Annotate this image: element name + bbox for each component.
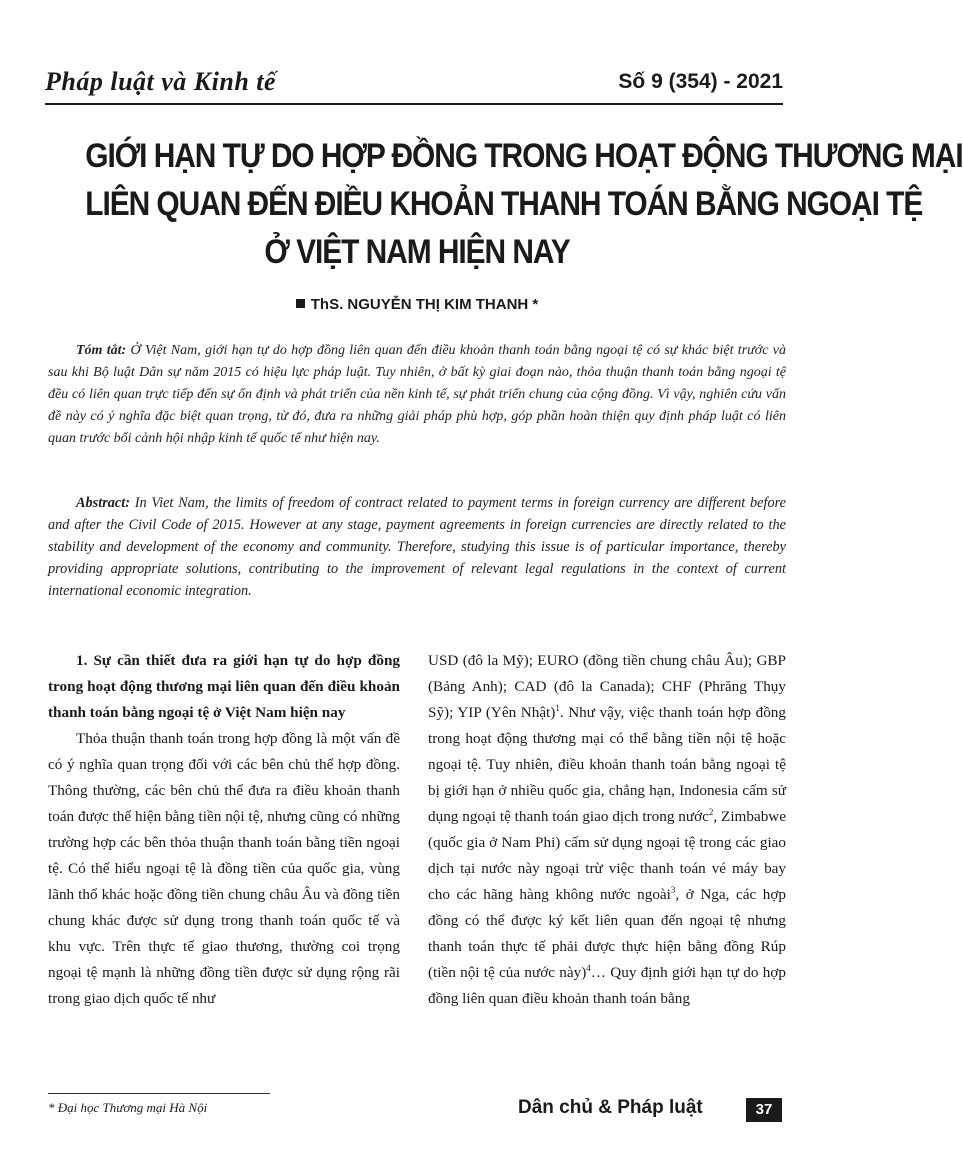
footnote-ref: 2 [708,806,714,817]
body-text: USD (đô la Mỹ); EURO (đồng tiền chung châu Âu); GBP (Bảng Anh); CAD (đô la Canada); CHF (Phrăng Thụy Sỹ); YIP (Yên Nhật) [428,652,786,721]
header-divider [45,103,783,105]
issue-number: Số 9 (354) - 2021 [618,70,783,93]
body-text: , Zimbabwe (quốc gia ở Nam Phi) cấm sử dụng ngoại tệ trong các giao dịch tại nước này ngoại trừ việc thanh toán vé máy bay cho các hãng hàng không nước ngoài [428,808,787,903]
footnote-ref: 1 [555,702,560,713]
footnote-ref: 3 [670,884,676,895]
article-title [85,132,963,276]
bullet-square-icon [296,299,305,308]
body-paragraph: Thỏa thuận thanh toán trong hợp đồng là một vấn đề có ý nghĩa quan trọng đối với các bên chủ thể hợp đồng. Thông thường, các bên chủ thể đưa ra điều khoản thanh toán được thể hiện bằng tiền nội tệ, nhưng cũng có những trường hợp các bên thỏa thuận thanh toán bằng tiền ngoại tệ. Có thể hiểu ngoại tệ là đồng tiền của quốc gia, vùng lãnh thổ khác hoặc đồng tiền chung châu Âu và đồng tiền chung khác được sử dụng trong thanh toán quốc tế và khu vực. Trên thực tế giao thương, thường coi trọng ngoại tệ mạnh là những đồng tiền được sử dụng rộng rãi trong giao dịch quốc tế như [48,730,400,1007]
page-number: 37 [746,1098,782,1122]
author-name: ThS. NGUYỄN THỊ KIM THANH * [310,296,539,313]
abstract-en-label: Abstract: [76,495,131,511]
abstract-english [48,492,786,602]
body-text: , ở Nga, các hợp đồng có thể được ký kết liên quan đến ngoại tệ nhưng thanh toán thực tế phải được thực hiện bằng đồng Rúp (tiền nội tệ của nước này) [428,886,786,981]
abstract-vi-label: Tóm tắt: [76,343,127,358]
body-text: . Như vậy, việc thanh toán hợp đồng trong hoạt động thương mại có thể bằng tiền nội tệ hoặc ngoại tệ. Tuy nhiên, điều khoản thanh toán bằng ngoại tệ bị giới hạn ở nhiều quốc gia, chẳng hạn, Indonesia cấm sử dụng ngoại tệ thanh toán giao dịch trong nước [428,704,786,825]
body-column-right [428,648,786,1012]
abstract-vietnamese [48,340,786,450]
page-header [45,64,783,100]
footer-brand: Dân chủ & Pháp luật [518,1097,703,1118]
body-text: … Quy định giới hạn tự do hợp đồng liên quan điều khoản thanh toán bằng [428,964,786,1007]
abstract-en-text: In Viet Nam, the limits of freedom of contract related to payment terms in foreign currency are different before and after the Civil Code of 2015. However at any stage, payment agreements in foreign currencies are directly related to the stability and development of the economy and community. Therefore, studying this issue is of particular importance, thereby providing appropriate solutions, contributing to the improvement of relevant legal regulations in the context of current international economic integration. [48,495,786,599]
title-line: GIỚI HẠN TỰ DO HỢP ĐỒNG TRONG HOẠT ĐỘNG THƯƠNG MẠI [85,137,963,175]
abstract-vi-text: Ở Việt Nam, giới hạn tự do hợp đồng liên quan đến điều khoản thanh toán bằng ngoại tệ có sự khác biệt trước và sau khi Bộ luật Dân sự năm 2015 có hiệu lực pháp luật. Tuy nhiên, ở bất kỳ giai đoạn nào, thỏa thuận thanh toán bằng ngoại tệ đều có liên quan trực tiếp đến sự ổn định và phát triển của nền kinh tế, sự phát triển chung của cộng đồng. Vì vậy, nghiên cứu vấn đề này có ý nghĩa đặc biệt quan trọng, từ đó, đưa ra những giải pháp phù hợp, góp phần hoàn thiện quy định pháp luật có liên quan trước bối cảnh hội nhập kinh tế quốc tế như hiện nay. [48,343,787,446]
title-line: LIÊN QUAN ĐẾN ĐIỀU KHOẢN THANH TOÁN BẰNG NGOẠI TỆ [85,185,923,223]
footnote-ref: 4 [586,962,591,973]
section-heading: 1. Sự cần thiết đưa ra giới hạn tự do hợp đồng trong hoạt động thương mại liên quan đến điều khoản thanh toán bằng ngoại tệ ở Việt Nam hiện nay [48,652,400,721]
author-line [0,296,834,313]
body-paragraph [428,648,786,1012]
journal-name: Pháp luật và Kinh tế [45,67,277,96]
body-column-left [48,648,400,1012]
footnote-divider [48,1093,270,1094]
affiliation-footnote: * Đại học Thương mại Hà Nội [48,1100,208,1115]
title-line: Ở VIỆT NAM HIỆN NAY [264,233,570,271]
